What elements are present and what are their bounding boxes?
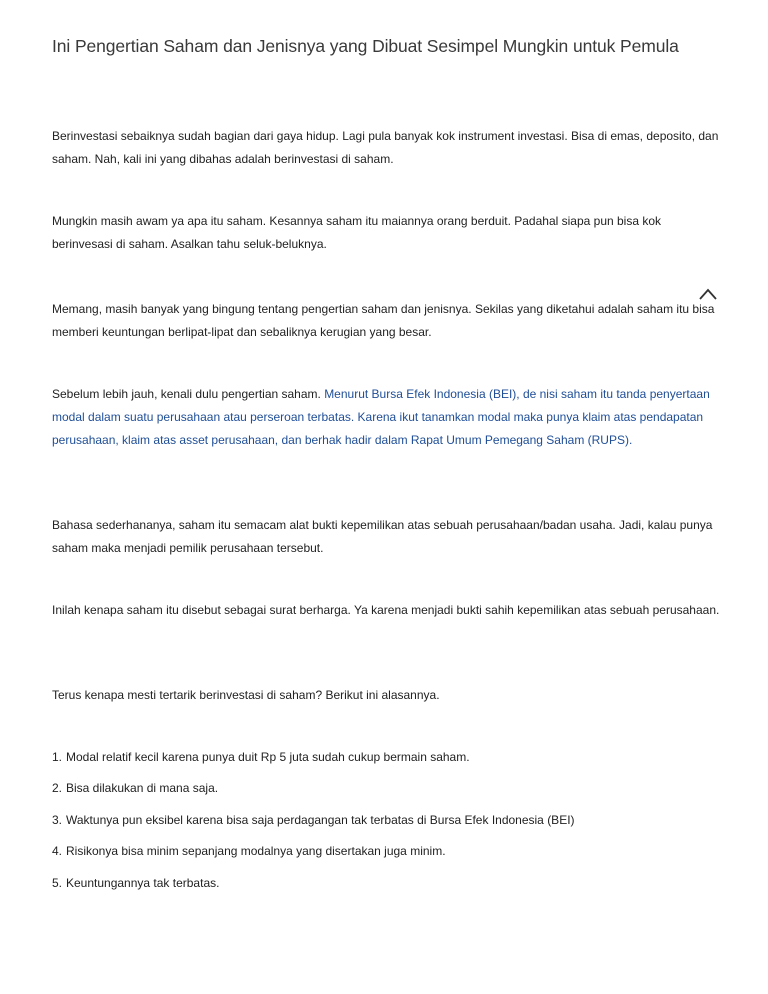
list-item: 4. Risikonya bisa minim sepanjang modalnya yang disertakan juga minim. — [52, 844, 446, 858]
list-item: 2. Bisa dilakukan di mana saja. — [52, 781, 219, 795]
list-item: 3. Waktunya pun eksibel karena bisa saja perdagangan tak terbatas di Bursa Efek Indonesia (BEI) — [52, 813, 575, 827]
paragraph-surat-berharga: Inilah kenapa saham itu disebut sebagai surat berharga. Ya karena menjadi bukti sahih kepemilikan atas sebuah perusahaan. — [52, 603, 720, 617]
paragraph-sederhana: Bahasa sederhananya, saham itu semacam alat bukti kepemilikan atas sebuah perusahaan/badan usaha. Jadi, kalau punya saham maka menjadi pemilik perusahaan tersebut. — [52, 518, 713, 555]
list-item: 5. Keuntungannya tak terbatas. — [52, 876, 220, 890]
paragraph-bingung: Memang, masih banyak yang bingung tentang pengertian saham dan jenisnya. Sekilas yang diketahui adalah saham itu bisa memberi keuntungan berlipat-lipat dan sebaliknya kerugian yang besar. — [52, 302, 715, 339]
paragraph-definisi — [52, 383, 722, 452]
page-title: Ini Pengertian Saham dan Jenisnya yang Dibuat Sesimpel Mungkin untuk Pemula — [52, 36, 679, 56]
list-item: 1. Modal relatif kecil karena punya duit Rp 5 juta sudah cukup bermain saham. — [52, 750, 470, 764]
paragraph-awam: Mungkin masih awam ya apa itu saham. Kesannya saham itu maiannya orang berduit. Padahal siapa pun bisa kok berinvesasi di saham. Asalkan tahu seluk-beluknya. — [52, 214, 662, 251]
definisi-link[interactable]: Menurut Bursa Efek Indonesia (BEI), de nisi saham itu tanda penyertaan modal dalam suatu perusahaan atau perseroan terbatas. Karena ikut tanamkan modal maka punya klaim atas pendapatan perusahaan, klaim atas asset perusahaan, dan berhak hadir dalam Rapat Umum Pemegang Saham (RUPS). — [52, 387, 710, 447]
definisi-lead: Sebelum lebih jauh, kenali dulu pengertian saham. — [52, 387, 325, 401]
paragraph-alasan-lead: Terus kenapa mesti tertarik berinvestasi di saham? Berikut ini alasannya. — [52, 688, 440, 702]
paragraph-intro: Berinvestasi sebaiknya sudah bagian dari gaya hidup. Lagi pula banyak kok instrument investasi. Bisa di emas, deposito, dan saham. Nah, kali ini yang dibahas adalah berinvestasi di saham. — [52, 129, 719, 166]
